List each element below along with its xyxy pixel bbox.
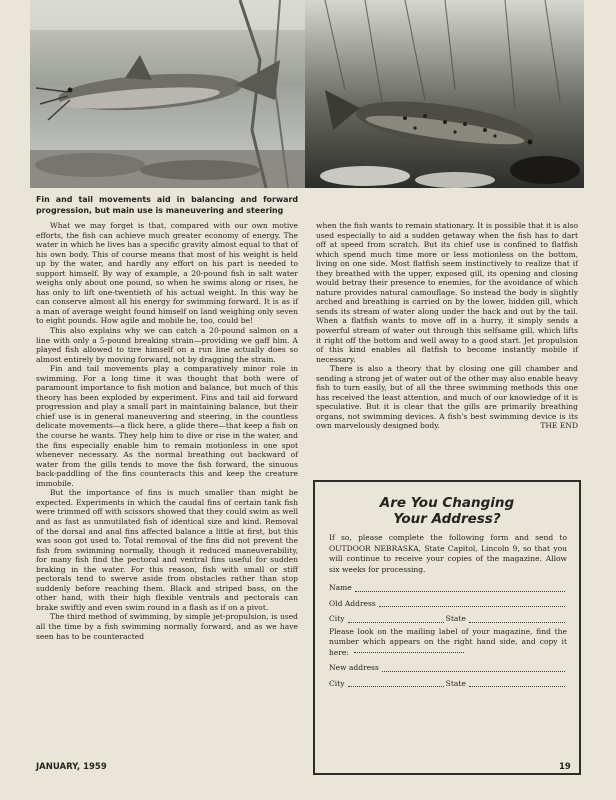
- state-label-2: State: [445, 678, 466, 688]
- city-line[interactable]: [348, 622, 444, 623]
- old-address-label: Old Address: [329, 598, 376, 608]
- article-paragraph: Fin and tail movements play a comparatively minor role in swimming. For a long time it was thought that both were of paramount importance to fish motion and balance, but much of this theory has been exploded by experiment. Fins and tail aid forward progression and play a small part in maintaining balance, but their chief use is in general maneuvering and steering, in the countless delicate movements—a flick here, a glide there—that keep a fish on the course he wants. They help him to dive or rise in the water, and the fins especially enable him to remain motionless in one spot whenever necessary. As the normal breathing out backward of water from the gills tends to move the fish forward, the sinuous back-paddling of the fins counteracts this and keep the creature immobile.: [36, 364, 298, 488]
- article-paragraph: What we may forget is that, compared with our own motive efforts, the fish can achieve much greater economy of energy. The water in which he lives has a specific gravity almost equal to that of his own body. This of course means that most of his weight is held up by the water, and hardly any effort on his part is needed to support himself. By way of example, a 20-pound fish in salt water weighs only about one pound, so when he swims along or rises, he has only to lift one-twentieth of his actual weight. In this way he can conserve almost all his energy for swimming forward. It is as if a man of average weight found himself on land weighing only seven to eight pounds. How agile and mobile he, too, could be!: [36, 221, 298, 326]
- article-column-left: [36, 221, 298, 641]
- city-label: City: [329, 614, 345, 623]
- photo-caption: Fin and tail movements aid in balancing and forward progression, but main use is maneuvering and steering: [36, 195, 298, 215]
- trout-image: [305, 0, 584, 188]
- article-paragraph: when the fish wants to remain stationary. It is possible that it is also used especially to aid a sudden getaway when the fish has to dart off at speed from scratch. But its chief use is confined to flatfish which spend much time more or less motionless on the bottom, living on one side. Most flatfish seem instinctively to realize that if they breathed with the upper, exposed gill, its opening and closing would betray their presence to enemies, for the avoidance of which nature provides natural camouflage. So instead the body is slightly arched and breathing is carried on by the lower, hidden gill, which sends its stream of water along under the back and out by the tail. When a flatfish wants to move off in a hurry, it simply sends a powerful stream of water out through this selfsame gill, which lifts it right off the bottom and well away to a good start. Jet propulsion of this kind enables all flatfish to become instantly mobile if necessary.: [316, 221, 578, 364]
- article-paragraph-text: There is also a theory that by closing one gill chamber and sending a strong jet of water out of the other may also enable heavy fish to turn easily, but of all the three swimming methods this one has received the least attention, and much of our knowledge of it is speculative. But it is clear that the gills are primarily breathing organs, not swimming devices. A fish's best swimming device is its own marvelously designed body.: [316, 364, 578, 431]
- old-address-line[interactable]: [379, 606, 565, 607]
- name-line[interactable]: [355, 591, 565, 592]
- name-label: Name: [329, 583, 352, 592]
- form-title: [315, 495, 579, 527]
- article-paragraph: [316, 364, 578, 431]
- page-number: 19: [559, 762, 571, 772]
- new-address-line[interactable]: [382, 671, 565, 672]
- city-label-2: City: [329, 678, 345, 688]
- state-line[interactable]: [469, 622, 565, 623]
- city-state-row: [329, 614, 567, 625]
- form-intro: If so, please complete the following form and send to OUTDOOR NEBRASKA, State Capitol, Lincoln 9, so that you will continue to receive your copies of the magazine. Allow six weeks for processing.: [329, 533, 567, 574]
- form-title-line2: Your Address?: [393, 511, 501, 527]
- article-column-right: [316, 221, 578, 431]
- new-address-label: New address: [329, 663, 379, 672]
- issue-date: JANUARY, 1959: [36, 762, 107, 772]
- form-body: [329, 533, 567, 689]
- old-address-field[interactable]: [329, 599, 567, 610]
- name-field[interactable]: [329, 583, 567, 594]
- label-number-line[interactable]: [354, 652, 464, 653]
- new-address-field[interactable]: [329, 663, 567, 674]
- trout-photo: [305, 0, 584, 188]
- article-paragraph: This also explains why we can catch a 20-pound salmon on a line with only a 5-pound breaking strain—providing we gaff him. A played fish allowed to tire himself on a run line actually does so almost entirely by moving forward, not by dragging the strain.: [36, 326, 298, 364]
- article-paragraph: The third method of swimming, by simple jet-propulsion, is used all the time by a fish swimming normally forward, and as we have seen has to be counteracted: [36, 612, 298, 641]
- city-line-2[interactable]: [348, 686, 444, 687]
- article-paragraph: But the importance of fins is much smaller than might be expected. Experiments in which the caudal fins of certain tank fish were trimmed off with scissors showed that they could swim as well and as fast as unmutilated fish of identical size and kind. Removal of the dorsal and anal fins affected balance a little at first, but this was soon got used to. Total removal of the fins did not prevent the fish from swimming normally, though it reduced maneuverability, for many fish find the pectoral and ventral fins useful for sudden braking in the water. For this reason, fish with small or stiff pectorals tend to swerve aside from obstacles rather than stop suddenly before reaching them. Black and striped bass, on the other hand, with their high flexible ventrals and pectorals can brake swiftly and even swim round in a flash as if on a pivot.: [36, 488, 298, 612]
- city-state-row-2: [329, 679, 567, 690]
- state-line-2[interactable]: [469, 686, 565, 687]
- instructions-text: Please look on the mailing label of your magazine, find the number which appears on the right hand side, and copy it here:: [329, 626, 567, 657]
- catfish-photo: [30, 0, 305, 188]
- form-title-line1: Are You Changing: [379, 495, 515, 511]
- catfish-image: [30, 0, 305, 188]
- label-instructions: [329, 627, 567, 659]
- the-end-marker: THE END: [540, 421, 578, 431]
- state-label: State: [445, 614, 466, 623]
- address-change-form: [313, 480, 581, 775]
